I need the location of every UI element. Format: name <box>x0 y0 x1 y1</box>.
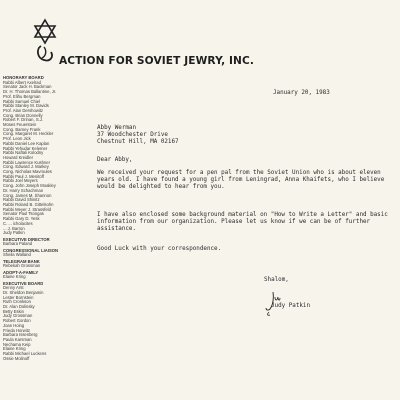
sidebar-member-name: Barbara Paland <box>3 241 33 247</box>
recipient-city: Chestnut Hill, MA 02167 <box>97 139 179 145</box>
salutation: Dear Abby, <box>97 157 133 163</box>
star-of-david-emblem-icon <box>33 18 57 66</box>
sidebar-section <box>3 282 85 362</box>
sidebar-section-title: ADOPT-A-FAMILY <box>3 269 39 275</box>
sidebar-member-name: Denny Arst <box>3 285 24 291</box>
sidebar-member-name: Rabbi Roland B. Gittelsohn <box>3 201 54 207</box>
sidebar-member-name: Rabbi Lawrence Kushner <box>3 159 51 165</box>
paragraph-request: We received your request for a pen pal from the Soviet Union who is about eleven years old. I have found a young girl from Leningrad, Anna Khaifets, who I believe would be delighted to hear from you. <box>97 170 385 190</box>
sidebar-member-name: Elaine Kring <box>3 274 26 280</box>
paragraph-good-luck: Good Luck with your correspondence. <box>97 246 222 252</box>
paragraph-enclosure: I have also enclosed some background material on "How to Write a Letter" and basic information from our organization. Please let us know if we can be of further assistance. <box>97 212 388 232</box>
sidebar-member-name: Robert Gordon <box>3 318 31 324</box>
sidebar-member-name: Rabbi Meyer J. Strassfeld <box>3 206 51 212</box>
sidebar-member-name: Lester Bornstein <box>3 294 34 300</box>
sidebar-member-name: Judy Grossman <box>3 313 33 319</box>
sidebar-member-name: Rabbi David Shinitz <box>3 197 40 203</box>
sidebar-member-name: Rabbi Daniel Lee Kaplan <box>3 140 50 146</box>
sidebar-member-name: Judy Patkin <box>3 230 25 236</box>
sidebar-member-name: Rabbi Paul J. Menitoff <box>3 173 44 179</box>
sidebar-member-name: Cong. Brian Donnelly <box>3 112 43 118</box>
sidebar-member-name: Cong. Margaret M. Heckler <box>3 131 54 137</box>
recipient-name: Abby Werman <box>97 125 137 131</box>
sidebar-member-name: Paula Karsman <box>3 336 32 342</box>
sidebar-member-name: Dr. Sheldon Benjamin <box>3 289 44 295</box>
sidebar-member-name: Cong. Edward J. Markey <box>3 164 49 170</box>
sidebar-section <box>3 238 85 247</box>
sidebar-member-name: Rabbi Samuel Chiel <box>3 98 41 104</box>
sidebar-section-title: EXECUTIVE DIRECTOR <box>3 236 50 242</box>
signer-name: Judy Patkin <box>271 303 311 309</box>
sidebar-member-name: Rabbi Gary D. Yesk <box>3 216 40 222</box>
sidebar-section-title: EXECUTIVE BOARD <box>3 280 44 286</box>
board-members-sidebar <box>3 76 85 400</box>
sidebar-member-name: Senator Paul Tsongas <box>3 211 44 217</box>
recipient-street: 37 Woodchester Drive <box>97 132 168 138</box>
sidebar-member-name: Frieda Horwitz <box>3 327 30 333</box>
sidebar-section <box>3 249 85 258</box>
sidebar-member-name: C. ... icholacites <box>3 220 33 226</box>
sidebar-section <box>3 260 85 269</box>
sidebar-member-name: Moses Feuerstein <box>3 122 37 128</box>
sidebar-member-name: Prof. Elihu Bergman <box>3 93 41 99</box>
sidebar-member-name: Rabbi Albert Axelrad <box>3 79 41 85</box>
sidebar-member-name: Rabbi Stanley M. Davids <box>3 103 49 109</box>
closing: Shalom, <box>264 277 289 283</box>
sidebar-member-name: Cong. James M. Shannon <box>3 192 52 198</box>
sidebar-member-name: Rebekah Grossman <box>3 263 41 269</box>
sidebar-member-name: Rabbi Joel Meyers <box>3 178 38 184</box>
sidebar-member-name: Ossie Molinoff <box>3 355 30 361</box>
sidebar-member-name: Rabbi Naftali Kolodny <box>3 150 44 156</box>
sidebar-member-name: Robert F. Drinan, S.J. <box>3 117 44 123</box>
sidebar-section <box>3 76 85 236</box>
sidebar-member-name: Barbara Issenberg <box>3 332 38 338</box>
sidebar-section <box>3 271 85 280</box>
sidebar-member-name: Senator Jack H. Backman <box>3 84 52 90</box>
sidebar-member-name: Cong. John Joseph Moakley <box>3 183 56 189</box>
sidebar-member-name: Ruth Cronkson <box>3 299 31 305</box>
sidebar-member-name: Dr. H. Thomas Ballantine, Jr. <box>3 89 57 95</box>
sidebar-member-name: Dr. Alan Dolinsky <box>3 304 35 310</box>
sidebar-member-name: Elaine Kring <box>3 346 26 352</box>
sidebar-member-name: Howard Kreidler <box>3 154 34 160</box>
sidebar-section-title: TELEGRAM BANK <box>3 258 40 264</box>
letter-date: January 20, 1983 <box>273 90 330 96</box>
sidebar-member-name: Cong. Nicholas Mavroules <box>3 169 52 175</box>
sidebar-member-name: Betty Eskin <box>3 308 24 314</box>
sidebar-member-name: Prof. Alan Dershowitz <box>3 107 44 113</box>
sidebar-section-title: CONGRESSIONAL LIAISON <box>3 247 59 253</box>
sidebar-member-name: Cong. Barney Frank <box>3 126 41 132</box>
sidebar-member-name: Nechama Keip <box>3 341 31 347</box>
sidebar-member-name: Prof. Leon Jick <box>3 136 31 142</box>
sidebar-member-name: Sheila Walland <box>3 252 31 258</box>
organization-name: ACTION FOR SOVIET JEWRY, INC. <box>59 55 255 67</box>
recipient-address <box>97 125 179 146</box>
sidebar-section-title: HONORARY BOARD <box>3 76 44 80</box>
sidebar-member-name: ... J. Barron <box>3 225 25 231</box>
sidebar-member-name: Dr. Harry Schachman <box>3 187 44 193</box>
sidebar-member-name: Rabbi Yehudar Kelemer <box>3 145 48 151</box>
sidebar-member-name: Joan Hoing <box>3 322 25 328</box>
sidebar-member-name: Rabbi Michael Luckens <box>3 351 47 357</box>
